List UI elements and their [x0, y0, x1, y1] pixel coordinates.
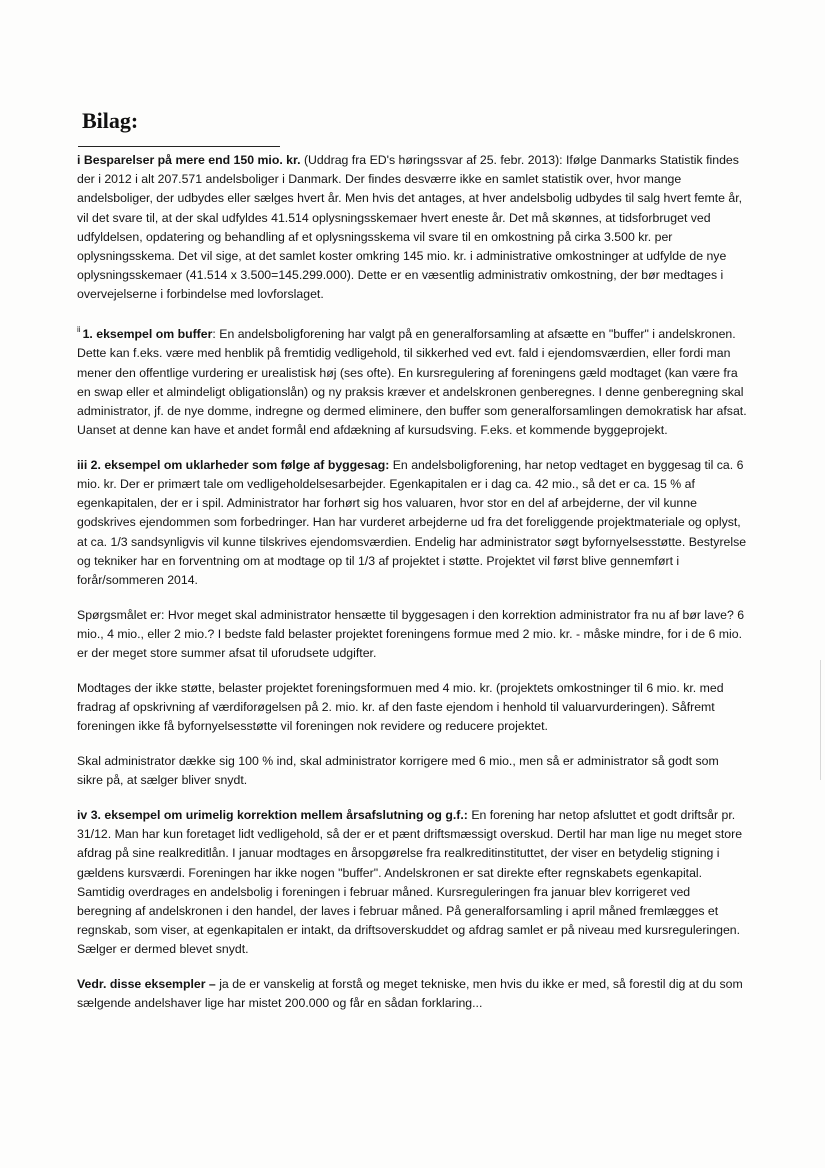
note-marker: iv: [77, 807, 88, 822]
note-heading: 1. eksempel om buffer: [82, 327, 213, 342]
no-support-paragraph: [77, 679, 747, 737]
full-coverage-paragraph: [77, 752, 747, 790]
note-paragraph-iii: [77, 456, 747, 590]
note-text: En forening har netop afsluttet et godt driftsår pr. 31/12. Man har kun foretaget lidt vedligehold, så der er et pænt driftsmæssigt overskud. Dertil har man lige nu meget store afdrag på sine realkreditlån. I januar modtages en årsopgørelse fra realkreditinstituttet, der viser en betydelig stigning i gældens kursværdi. Foreningen har ikke nogen "buffer". Andelskronen er sat direkte efter regnskabets egenkapital. Samtidig overdrages en andelsbolig i foreningen i februar måned. Kursreguleringen fra januar blev korrigeret ved beregning af andelskronen i den handel, der laves i februar måned. På generalforsamling i april måned fremlægges et regnskab, som viser, at egenkapitalen er intakt, da driftsoverskuddet og afdrag samlet er på niveau med kursreguleringen. Sælger er dermed blevet snydt.: [77, 807, 743, 957]
note-marker: iii: [77, 457, 88, 472]
note-heading: 3. eksempel om urimelig korrektion mellem årsafslutning og g.f.:: [90, 807, 468, 822]
footnote-separator-line: [78, 146, 280, 147]
page-title: Bilag:: [82, 108, 139, 133]
note-text: : En andelsboligforening har valgt på en generalforsamling at afsætte en "buffer" i andelskronen. Dette kan f.eks. være med henblik på fremtidig vedligehold, til sikkerhed ved evt. fald i ejendomsværdien, eller fordi man mener den offentlige vurdering er urealistisk høj (ses ofte). En kursregulering af foreningens gæld modtaget (kan være fra en swap eller et almindeligt obligationslån) og ny praksis kræver et andelskronen genberegnes. I denne genberegning skal administrator, jf. de nye domme, indregne og dermed eliminere, den buffer som generalforsamlingen demokratisk har afsat. Uanset at denne kan have et andet formål end afdækning af kursudsving. F.eks. et kommende byggeprojekt.: [77, 327, 747, 438]
closing-text: ja de er vanskelig at forstå og meget tekniske, men hvis du ikke er med, så forestil dig at du som sælgende andelshaver lige har mistet 200.000 og får en sådan forklaring...: [77, 977, 743, 1011]
note-text: (Uddrag fra ED's høringssvar af 25. febr. 2013): Ifølge Danmarks Statistik findes der i 2012 i alt 207.571 andelsboliger i Danmark. Der findes desværre ikke en samlet statistik over, hvor mange andelsboliger, der udbydes eller sælges hvert år. Men hvis det antages, at hver andelsbolig udbydes til salg hvert femte år, vil det svare til, at der skal udfyldes 41.514 oplysningsskemaer hvert eneste år. Det må skønnes, at tidsforbruget ved udfyldelsen, opdatering og behandling af et oplysningsskema vil svare til en omkostning på cirka 3.500 kr. per oplysningsskema. Det vil sige, at det samlet koster omkring 145 mio. kr. i administrative omkostninger at udfylde de nye oplysningsskemaer (41.514 x 3.500=145.299.000). Dette er en væsentlig administrativ omkostning, der bør medtages i overvejelserne i forbindelse med lovforslaget.: [77, 153, 743, 302]
note-paragraph-i: [77, 151, 747, 305]
closing-paragraph: [77, 975, 747, 1013]
question-paragraph: [77, 606, 747, 664]
paragraph-text: Spørgsmålet er: Hvor meget skal administrator hensætte til byggesagen i den korrektion administrator fra nu af bør lave? 6 mio., 4 mio., eller 2 mio.? I bedste fald belaster projektet foreningens formue med 2 mio. kr. - måske mindre, for i de 6 mio. er der meget store summer afsat til uforudsete udgifter.: [77, 607, 745, 661]
paragraph-text: Modtages der ikke støtte, belaster projektet foreningsformuen med 4 mio. kr. (projektets omkostninger til 6 mio. kr. med fradrag af opskrivning af værdiforøgelsen på 2. mio. kr. af den faste ejendom i henhold til valuarvurderingen). Såfremt foreningen ikke få byfornyelsesstøtte vil foreningen nok revidere og reducere projektet.: [77, 680, 724, 734]
note-paragraph-iv: [77, 806, 747, 960]
note-marker: ii: [77, 325, 81, 335]
note-marker: i: [77, 153, 81, 167]
note-heading: 2. eksempel om uklarheder som følge af byggesag:: [90, 457, 390, 472]
note-text: En andelsboligforening, har netop vedtaget en byggesag til ca. 6 mio. kr. Der er primært tale om vedligeholdelsesarbejder. Egenkapitalen er i dag ca. 42 mio., så det er ca. 15 % af egenkapitalen, der er i spil. Administrator har forhørt sig hos valuaren, hvor stor en del af arbejderne, der vil kunne godskrives ejendommen som forbedringer. Han har vurderet arbejderne ud fra det foreliggende projektmateriale og oplyst, at ca. 1/3 sandsynligvis vil kunne tilskrives ejendomsværdien. Endelig har administrator søgt byfornyelsesstøtte. Bestyrelse og tekniker har en forventning om at modtage op til 1/3 af projektet i støtte. Projektet vil først blive gennemført i forår/sommeren 2014.: [77, 457, 747, 588]
scan-edge-mark: [820, 660, 821, 780]
paragraph-text: Skal administrator dække sig 100 % ind, skal administrator korrigere med 6 mio., men så er administrator så godt som sikre på, at sælger bliver snydt.: [77, 753, 719, 788]
note-paragraph-ii: [77, 320, 747, 440]
document-body: [77, 151, 747, 1013]
closing-heading: Vedr. disse eksempler –: [77, 977, 216, 992]
note-heading: Besparelser på mere end 150 mio. kr.: [83, 153, 301, 167]
